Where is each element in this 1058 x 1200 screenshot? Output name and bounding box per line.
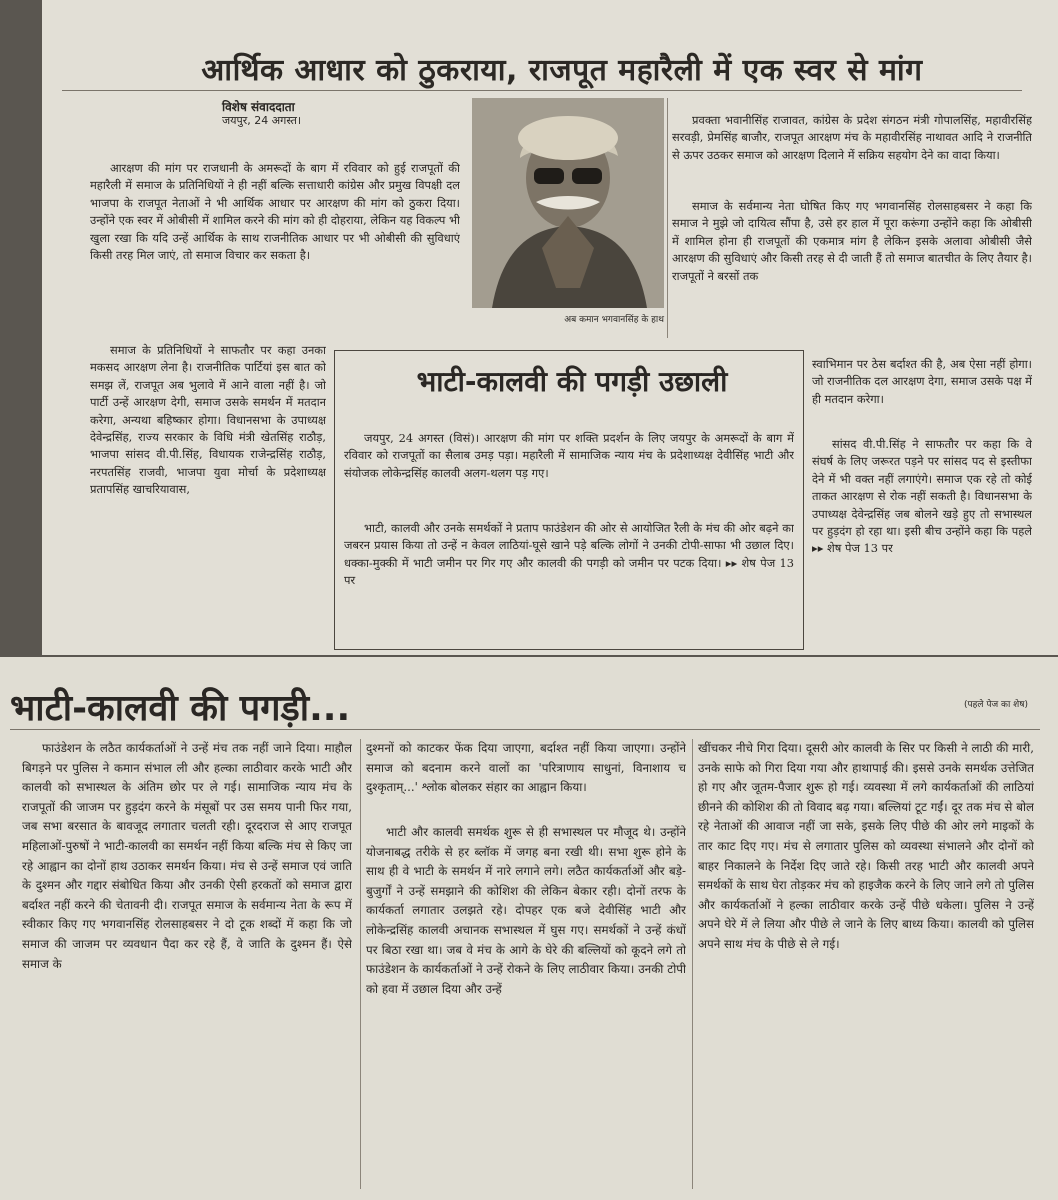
column-divider	[692, 739, 693, 1189]
continuation-rule	[10, 729, 1040, 730]
top-col1-para2	[90, 342, 326, 652]
column-divider	[360, 739, 361, 1189]
bottom-col1-text: फाउंडेशन के लठैत कार्यकर्ताओं ने उन्हें मंच तक नहीं जाने दिया। माहौल बिगड़ने पर पुलिस ने कमान संभाल ली और हल्का लाठीवार करके भाटी और कालवी को सभास्थल के अंतिम छोर पर ले गई। सामाजिक न्याय मंच के राजपूतों की जाजम पर हुड़दंग करने के मंसूबों पर उस समय पानी फिर गया, जब सभा बरसात के बावजूद लगातार चलती रही। दूरदराज से आए राजपूत महिलाओं-पुरुषों ने भाटी-कालवी का समर्थन नहीं किया बल्कि मंच से किए जा रहे आह्वान का दोनों हाथ उठाकर समर्थन किया। मंच से उन्हें समाज एवं जाति के दुश्मन और गद्दार संबोधित किया और उनकी ऐसी हरकतों को समाज द्वारा बर्दाश्त नहीं करने की चेतावनी दी। राजपूत समाज के सर्वमान्य नेता के रूप में स्वीकार किए गए भगवानसिंह रोलसाहबसर ने दो टूक शब्दों में कहा कि जो समाज की जाजम पर व्यवधान पैदा कर रहे हैं, वे जाति के दुश्मन हैं। ऐसे समाज के	[22, 741, 352, 971]
top-col1-para2-text: समाज के प्रतिनिधियों ने साफतौर पर कहा उनका मकसद आरक्षण लेना है। राजनीतिक पार्टियां इस बात को समझ लें, राजपूत अब भुलावे में आने वाला नहीं है। जो पार्टी उन्हें आरक्षण देगी, समाज उसके समर्थन में मतदान करेगा, अन्यथा बहिष्कार होगा। विधानसभा के उपाध्यक्ष देवेन्द्रसिंह, राज्य सरकार के विधि मंत्री खेतसिंह राठौड़, भाजपा सांसद वी.पी.सिंह, विधायक राजेन्द्रसिंह राठौड़, नरपतसिंह राजवी, भाजपा युवा मोर्चा के प्रदेशाध्यक्ष प्रतापसिंह खाचरियावास,	[90, 343, 326, 497]
top-col3b-para2-text: सांसद वी.पी.सिंह ने साफतौर पर कहा कि वे संघर्ष के लिए जरूरत पड़ने पर सांसद पद से इस्तीफा देने में भी वक्त नहीं लगाएंगे। समाज एक रहे तो कोई ताकत आरक्षण से रोक नहीं सकती है। विधानसभा के उपाध्यक्ष देवेन्द्रसिंह जब बोलने खड़े हुए तो सभास्थल पर हुड़दंग हो रहा था। इसी बीच उन्होंने कहा कि पहले ▸▸ शेष पेज 13 पर	[812, 437, 1032, 556]
top-news-clipping	[42, 0, 1058, 655]
bottom-col3	[698, 739, 1034, 1189]
bottom-col2-para2-text: भाटी और कालवी समर्थक शुरू से ही सभास्थल पर मौजूद थे। उन्होंने योजनाबद्ध तरीके से हर ब्लॉक में जगह बना रखी थी। सभा शुरू होने के साथ ही वे भाटी के समर्थन में नारे लगाने लगे। लठैत कार्यकर्ताओं और बड़े-बुजुर्गों ने उन्हें समझाने की कोशिश की लेकिन बेकार रही। दोनों तरफ के कार्यकर्ता लगातार उलझते रहे। दोपहर एक बजे देवीसिंह भाटी और लोकेन्द्रसिंह कालवी अचानक सभास्थल में घुस गए। समर्थकों ने उन्हें कंधों पर बिठा रखा था। जब वे मंच के आगे के घेरे की बल्लियों को कूदने लगे तो फाउंडेशन के कार्यकर्ताओं ने उन्हें रोकने के लिए लाठीवार किया। उनकी टोपी को हवा में उछाल दिया और उन्हें	[366, 825, 686, 996]
top-col3-para1	[672, 112, 1032, 192]
boxed-para1	[344, 430, 794, 520]
main-headline: आर्थिक आधार को ठुकराया, राजपूत महारैली में एक स्वर से मांग	[201, 53, 923, 88]
boxed-headline: भाटी-कालवी की पगड़ी उछाली	[416, 365, 728, 398]
boxed-para2	[344, 520, 794, 644]
continued-note: (पहले पेज का शेष)	[964, 700, 1028, 710]
byline	[222, 100, 301, 128]
portrait-illustration	[472, 98, 664, 308]
byline-place: जयपुर, 24 अगस्त।	[222, 114, 302, 127]
bottom-col2-para2	[366, 823, 686, 1191]
bottom-col2-para1	[366, 739, 686, 817]
byline-name: विशेष संवाददाता	[222, 100, 295, 114]
top-col1-para1	[90, 160, 460, 340]
bottom-col1	[22, 739, 352, 1189]
headline-rule	[62, 90, 1022, 91]
continuation-headline: भाटी-कालवी की पगड़ी...	[10, 688, 351, 729]
photo-caption: अब कमान भगवानसिंह के हाथ	[564, 315, 664, 325]
bottom-col3-text: खींचकर नीचे गिरा दिया। दूसरी ओर कालवी के सिर पर किसी ने लाठी की मारी, उनके साफे को गिरा दिया गया और हाथापाई की। इससे उनके समर्थक उत्तेजित हो गए और जूतम-पैजार शुरू हो गई। व्यवस्था में लगे कार्यकर्ताओं की लाठियां छीनने की कोशिश की तो विवाद बढ़ गया। बल्लियां टूट गईं। दूर तक मंच से बोल रहे नेताओं की आवाज नहीं जा सके, इसके लिए पीछे की ओर लगे माइकों के तार काट दिए गए। मंच से लगातार पुलिस को व्यवस्था संभालने और दोनों को बाहर निकालने के निर्देश दिए जाते रहे। किसी तरह भाटी और कालवी अपने समर्थकों के साथ घेरा तोड़कर मंच को हाइजैक करने के लिए जाने लगे तो पुलिस और कार्यकर्ताओं ने हल्का लाठीवार करके उन्हें पीछे धकेला। पुलिस ने उन्हें अपने घेरे में ले लिया और पीछे ले जाने के लिए बाध्य किया। कालवी को पुलिस अपने साथ मंच के पीछे से ले गई।	[698, 741, 1034, 951]
boxed-para2-text: भाटी, कालवी और उनके समर्थकों ने प्रताप फाउंडेशन की ओर से आयोजित रैली के मंच की ओर बढ़ने का जबरन प्रयास किया तो उन्हें न केवल लाठियां-घूसे खाने पड़े बल्कि लोगों ने उनकी टोपी-साफा भी उछाल दिए। धक्का-मुक्की में भाटी जमीन पर गिर गए और कालवी की पगड़ी को जमीन पर पटक दिया। ▸▸ शेष पेज 13 पर	[344, 521, 794, 588]
top-col3-para2-text: समाज के सर्वमान्य नेता घोषित किए गए भगवानसिंह रोलसाहबसर ने कहा कि समाज ने मुझे जो दायित्व सौंपा है, उसे हर हाल में पूरा करूंगा उन्होंने कहा कि ओबीसी में शामिल होना ही राजपूतों की एकमात्र मांग है लेकिन इसके अलावा ओबीसी जैसे आरक्षण की सुविधाएं और किसी तरह से दी जाती हैं तो समाज बातचीत के लिए तैयार है। राजपूतों ने बरसों तक	[672, 199, 1032, 283]
top-col3b-para1-text: स्वाभिमान पर ठेस बर्दाश्त की है, अब ऐसा नहीं होगा। जो राजनीतिक दल आरक्षण देगा, समाज उसके पक्ष में ही मतदान करेगा।	[812, 357, 1032, 406]
top-col3-para1-text: प्रवक्ता भवानीसिंह राजावत, कांग्रेस के प्रदेश संगठन मंत्री गोपालसिंह, महावीरसिंह सरवड़ी, प्रेमसिंह बाजौर, राजपूत आरक्षण मंच के महावीरसिंह नाथावत आदि ने राजनीति से ऊपर उठकर समाज को आरक्षण दिलाने में सक्रिय सहयोग देने का वादा किया।	[672, 113, 1032, 162]
portrait-photo	[472, 98, 664, 308]
top-col1-para1-text: आरक्षण की मांग पर राजधानी के अमरूदों के बाग में रविवार को हुई राजपूतों की महारैली में समाज के प्रतिनिधियों ने ही नहीं बल्कि सत्ताधारी कांग्रेस और प्रमुख विपक्षी दल भाजपा के राजपूत नेताओं ने भी आर्थिक आधार पर आरक्षण की मांग को ठुकरा दिया। उन्होंने एक स्वर में ओबीसी में शामिल करने की मांग को ही दोहराया, लेकिन यह विकल्प भी खुला रखा कि यदि उन्हें आर्थिक के साथ राजनीतिक आधार पर भी ओबीसी की सुविधाएं किसी तरह मिल जाएं, तो समाज विचार कर सकता है।	[90, 161, 460, 263]
top-col3b-para2	[812, 436, 1032, 646]
top-col3-para2	[672, 198, 1032, 348]
column-divider	[667, 98, 668, 338]
bottom-col2-para1-text: दुश्मनों को काटकर फेंक दिया जाएगा, बर्दाश्त नहीं किया जाएगा। उन्होंने समाज को बदनाम करने वालों का 'परित्राणाय साधुनां, विनाशाय च दुश्कृताम्...' श्लोक बोलकर संहार का आह्वान किया।	[366, 741, 686, 795]
top-col3b-para1	[812, 356, 1032, 416]
bottom-news-clipping	[0, 657, 1058, 1200]
boxed-para1-text: जयपुर, 24 अगस्त (विसं)। आरक्षण की मांग पर शक्ति प्रदर्शन के लिए जयपुर के अमरूदों के बाग में रविवार को राजपूतों का सैलाब उमड़ पड़ा। महारैली में सामाजिक न्याय मंच के प्रदेशाध्यक्ष देवीसिंह भाटी और संयोजक लोकेन्द्रसिंह कालवी अलग-थलग पड़ गए।	[344, 431, 794, 480]
